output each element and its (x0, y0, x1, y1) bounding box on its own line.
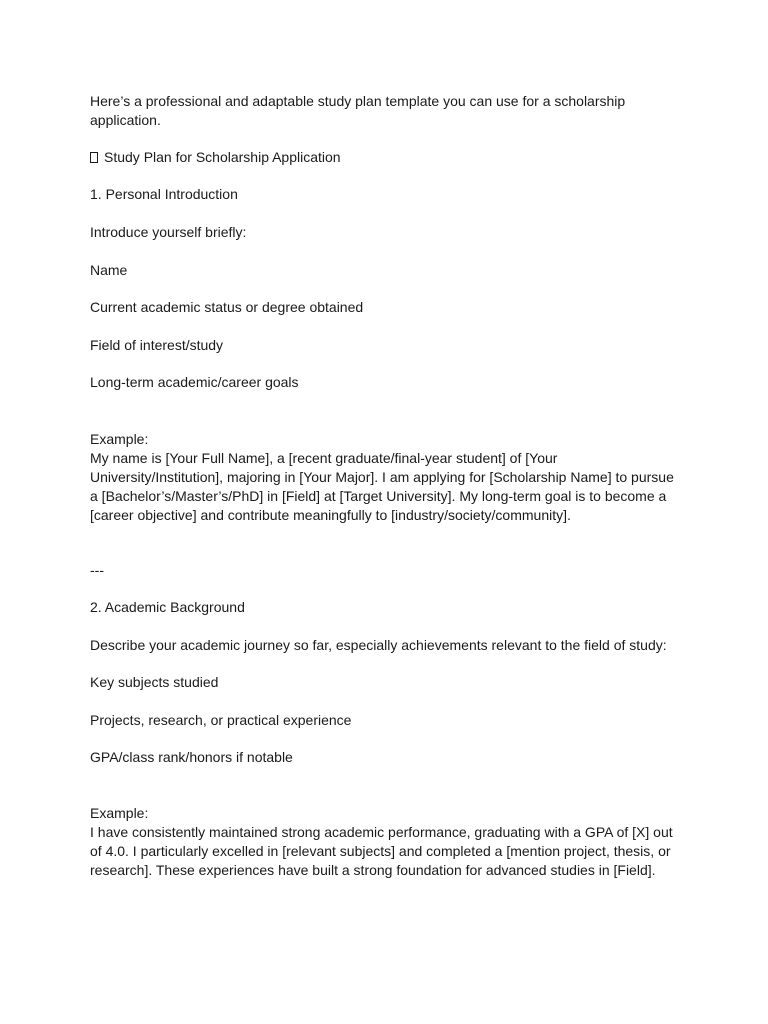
list-item: Key subjects studied (90, 674, 219, 690)
section1-prompt: Introduce yourself briefly: (90, 224, 247, 240)
document-title (90, 148, 680, 167)
section2-prompt: Describe your academic journey so far, especially achievements relevant to the field of study: (90, 637, 667, 653)
list-item: Name (90, 262, 128, 278)
section1-heading: 1. Personal Introduction (90, 186, 238, 202)
section2-example-label: Example: (90, 805, 149, 821)
intro-text: Here’s a professional and adaptable study plan template you can use for a scholarship application. (90, 93, 626, 128)
section1-example-text: My name is [Your Full Name], a [recent graduate/final-year student] of [Your University/Institution], majoring in [Your Major]. I am applying for [Scholarship Name] to pursue a [Bachelor’s/Master’s/PhD] in [Field] at [Target University]. My long-term goal is to become a [career objective] and contribute meaningfully to [industry/society/community]. (90, 450, 674, 523)
list-item: Long-term academic/career goals (90, 374, 299, 390)
list-item: GPA/class rank/honors if notable (90, 749, 293, 765)
section2-heading: 2. Academic Background (90, 599, 245, 615)
separator: --- (90, 562, 104, 578)
list-item: Projects, research, or practical experience (90, 712, 352, 728)
list-item: Current academic status or degree obtained (90, 299, 364, 315)
section1-example-label: Example: (90, 431, 149, 447)
document-title-text: Study Plan for Scholarship Application (104, 149, 341, 165)
missing-glyph-icon (90, 152, 98, 163)
list-item: Field of interest/study (90, 337, 224, 353)
section2-example-text: I have consistently maintained strong academic performance, graduating with a GPA of [X] out of 4.0. I particularly excelled in [relevant subjects] and completed a [mention project, thesis, or research]. These experiences have built a strong foundation for advanced studies in [Field]. (90, 824, 673, 878)
